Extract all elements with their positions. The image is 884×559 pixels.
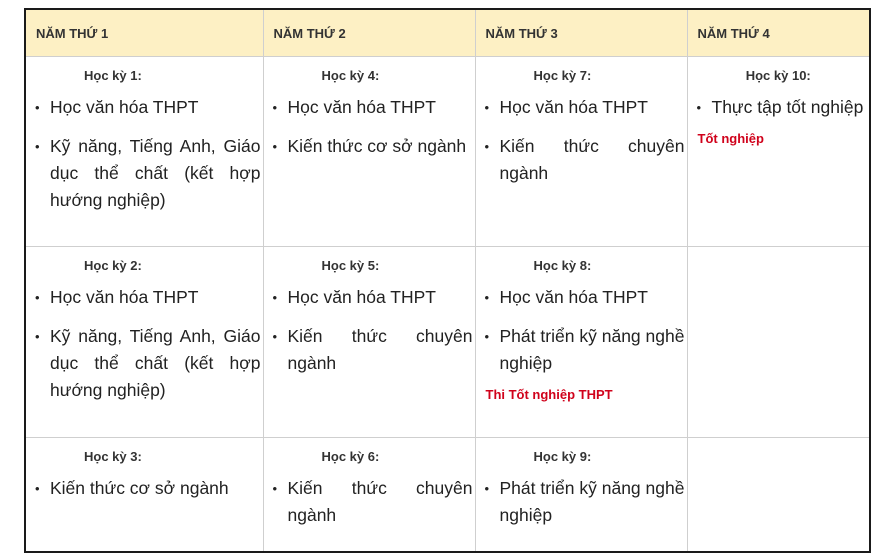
- study-plan-table: [24, 8, 871, 553]
- subject-list: [688, 94, 870, 121]
- semester-title: Học kỳ 6:: [321, 449, 380, 464]
- subject-item: • Kiến thức chuyên ngành: [264, 323, 475, 377]
- year-header: NĂM THỨ 4: [687, 9, 870, 57]
- subject-item: • Phát triển kỹ năng nghề nghiệp: [476, 475, 687, 529]
- semester-cell: [263, 438, 475, 553]
- subject-list: [476, 284, 687, 377]
- subject-item: • Học văn hóa THPT: [476, 94, 687, 121]
- semester-row: [25, 57, 870, 247]
- subject-item: • Thực tập tốt nghiệp: [688, 94, 870, 121]
- subject-item: • Học văn hóa THPT: [264, 94, 475, 121]
- subject-item: • Kiến thức chuyên ngành: [264, 475, 475, 529]
- subject-list: [476, 94, 687, 187]
- subject-item: • Kỹ năng, Tiếng Anh, Giáo dục thể chất (kết hợp hướng nghiệp): [26, 133, 263, 214]
- semester-cell: [687, 438, 870, 553]
- semester-cell: [263, 57, 475, 247]
- semester-title: Học kỳ 4:: [321, 68, 380, 83]
- semester-cell: [25, 247, 263, 438]
- milestone-note: Tốt nghiệp: [697, 131, 764, 146]
- semester-title: Học kỳ 1:: [84, 68, 142, 83]
- semester-title: Học kỳ 9:: [533, 449, 592, 464]
- semester-cell: [475, 247, 687, 438]
- subject-list: [26, 475, 263, 502]
- subject-list: [264, 284, 475, 377]
- semester-cell: [25, 438, 263, 553]
- semester-title: Học kỳ 10:: [745, 68, 811, 83]
- subject-item: • Kiến thức chuyên ngành: [476, 133, 687, 187]
- milestone-note: Thi Tốt nghiệp THPT: [485, 387, 613, 402]
- subject-item: • Học văn hóa THPT: [264, 284, 475, 311]
- semester-title: Học kỳ 2:: [84, 258, 142, 273]
- header-row: [25, 9, 870, 57]
- semester-cell: [475, 438, 687, 553]
- semester-cell: [25, 57, 263, 247]
- semester-title: Học kỳ 3:: [84, 449, 142, 464]
- semester-cell: [263, 247, 475, 438]
- year-header: NĂM THỨ 3: [475, 9, 687, 57]
- subject-item: • Kỹ năng, Tiếng Anh, Giáo dục thể chất (kết hợp hướng nghiệp): [26, 323, 263, 404]
- subject-item: • Phát triển kỹ năng nghề nghiệp: [476, 323, 687, 377]
- semester-cell: [687, 57, 870, 247]
- year-header: NĂM THỨ 2: [263, 9, 475, 57]
- semester-row: [25, 438, 870, 553]
- subject-item: • Học văn hóa THPT: [476, 284, 687, 311]
- subject-list: [26, 284, 263, 404]
- subject-list: [476, 475, 687, 529]
- year-header: NĂM THỨ 1: [25, 9, 263, 57]
- subject-item: • Học văn hóa THPT: [26, 94, 263, 121]
- subject-item: • Học văn hóa THPT: [26, 284, 263, 311]
- subject-list: [264, 475, 475, 529]
- semester-title: Học kỳ 8:: [533, 258, 592, 273]
- semester-row: [25, 247, 870, 438]
- subject-list: [264, 94, 475, 160]
- subject-item: • Kiến thức cơ sở ngành: [26, 475, 263, 502]
- semester-cell: [687, 247, 870, 438]
- semester-title: Học kỳ 5:: [321, 258, 380, 273]
- semester-cell: [475, 57, 687, 247]
- semester-title: Học kỳ 7:: [533, 68, 592, 83]
- subject-list: [26, 94, 263, 214]
- subject-item: • Kiến thức cơ sở ngành: [264, 133, 475, 160]
